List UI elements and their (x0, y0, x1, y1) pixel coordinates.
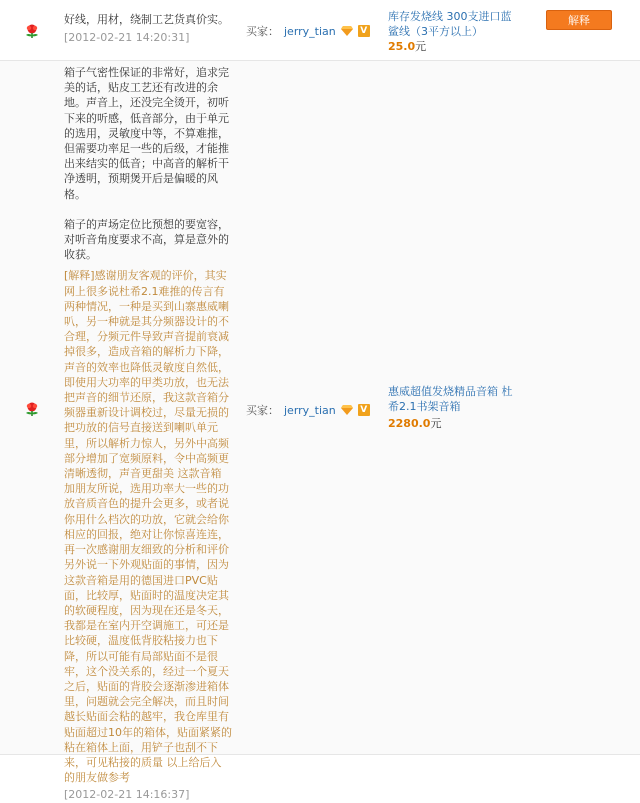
review-comment (64, 12, 232, 45)
price-unit: 元 (430, 417, 442, 430)
comment-text-2: 箱子的声场定位比预想的要宽容，对听音角度要求不高，算是意外的收获。 (64, 217, 229, 262)
buyer-info (246, 402, 370, 418)
product-title-link[interactable]: 惠威超值发烧精品音箱 杜希2.1书架音箱 (388, 385, 513, 413)
product-price: 25.0 (388, 40, 416, 53)
product-title-link[interactable]: 库存发烧线 300支进口蓝鲨线（3平方以上） (388, 10, 512, 38)
explain-button[interactable]: 解释 (546, 10, 612, 30)
review-comment (64, 65, 232, 803)
buyer-info (246, 23, 370, 39)
diamond-icon (341, 26, 353, 36)
product-info (388, 384, 518, 431)
vip-badge-icon: V (358, 404, 370, 416)
buyer-name-link[interactable]: jerry_tian (284, 24, 336, 38)
flower-icon (24, 402, 40, 416)
buyer-label: 买家： (246, 25, 279, 38)
comment-text: 箱子气密性保证的非常好，追求完美的话，贴皮工艺还有改进的余地。声音上，还没完全烫开，初听下来的听感，低音部分，由于单元的选用，灵敏度中等，不算难推，但需要功率足一些的后级，才能推出来结实的低音；中高音的解析干净透明，预期煲开后是偏暖的风格。 (64, 66, 229, 201)
review-row (0, 0, 640, 61)
comment-text: 好线，用材，绕制工艺货真价实。 (64, 13, 229, 26)
review-row (0, 61, 640, 802)
buyer-label: 买家： (246, 404, 279, 417)
diamond-icon (341, 405, 353, 415)
vip-badge-icon: V (358, 25, 370, 37)
flower-icon (24, 24, 40, 38)
seller-explanation: [解释]感谢朋友客观的评价，其实网上很多说杜希2.1难推的传言有两种情况，一种是买到山寨惠威喇叭，另一种就是其分频器设计的不合理，分频元件导致声音提前衰减掉很多，造成音箱的解析力下降，声音的效率也降低灵敏度自然低，即使用大功率的甲类功放，也无法把声音的细节还原，我这款音箱分频器重新设计调校过，尽量无损的把功放的信号直接送到喇叭单元里，所以解析力惊人，另外中高频部分增加了宽频原料，令中高频更清晰透彻，声音更甜美 这款音箱加朋友所说，选用功率大一些的功放音质音色的提升会更多，或者说你用什么档次的功放，它就会给你相应的回报，绝对让你惊喜连连，再一次感谢朋友细致的分析和评价 另外说一下外观贴面的事情，因为这款音箱是用的德国进口PVC贴面，比较厚，贴面时的温度决定其的软硬程度，因为现在还是冬天，我都是在室内开空调施工，可还是比较硬，温度低背胶粘接力也下降，所以可能有局部贴面不是很牢，这个没关系的，经过一个夏天之后，贴面的背胶会逐渐渗进箱体里，问题就会完全解决，而且时间越长贴面会粘的越牢，我仓库里有贴面超过10年的箱体，贴面紧紧的粘在箱体上面，用铲子也刮不下来，可见粘接的质量 以上给后入的朋友做参考 (64, 269, 232, 785)
product-price: 2280.0 (388, 417, 431, 430)
product-info (388, 9, 518, 54)
comment-date: [2012-02-21 14:20:31] (64, 31, 190, 45)
buyer-name-link[interactable]: jerry_tian (284, 403, 336, 417)
price-unit: 元 (415, 40, 427, 53)
comment-date: [2012-02-21 14:16:37] (64, 788, 190, 802)
